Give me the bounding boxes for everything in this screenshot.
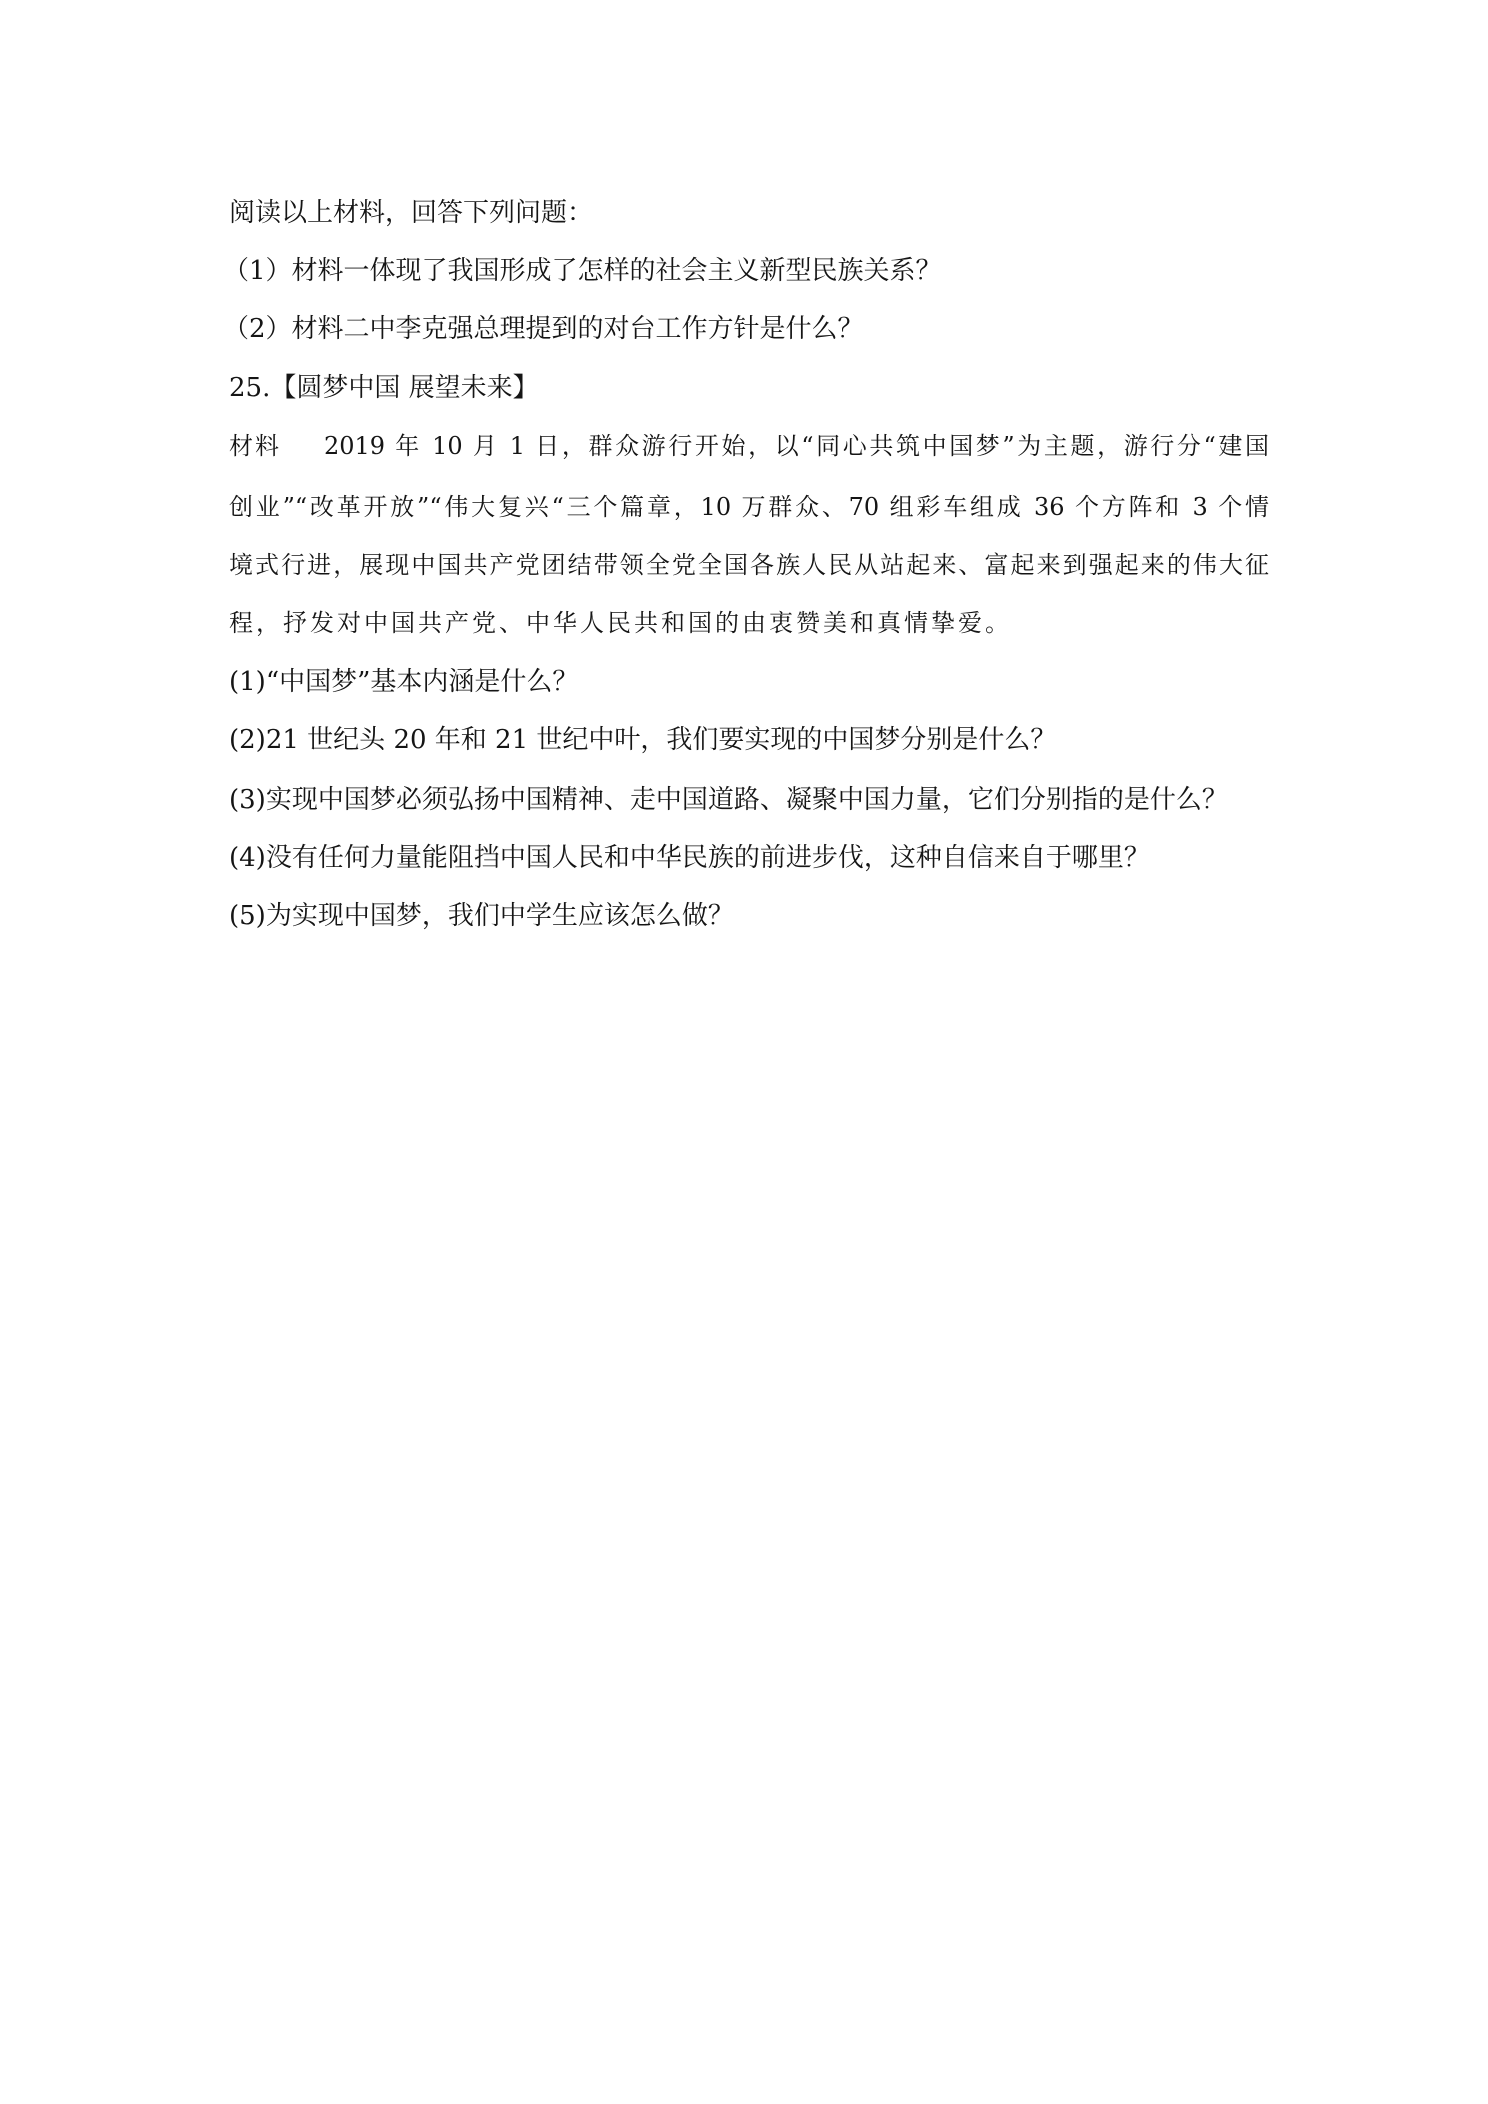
material-line-4: [229, 605, 1269, 641]
material-text-1: 2019 年 10 月 1 日，群众游行开始，以“同心共筑中国梦”为主题，游行分“建国: [324, 432, 1269, 460]
question-25-5: (5)为实现中国梦，我们中学生应该怎么做？: [229, 901, 734, 931]
material-text-3: 境式行进，展现中国共产党团结带领全党全国各族人民从站起来、富起来到强起来的伟大征: [229, 551, 1269, 579]
question-25-2: (2)21 世纪头 20 年和 21 世纪中叶，我们要实现的中国梦分别是什么？: [229, 725, 1057, 755]
question-24-1: （1）材料一体现了我国形成了怎样的社会主义新型民族关系？: [223, 256, 942, 286]
reading-instruction: 阅读以上材料，回答下列问题：: [229, 198, 594, 228]
material-label: 材料: [229, 432, 281, 460]
question-25-3: (3)实现中国梦必须弘扬中国精神、走中国道路、凝聚中国力量，它们分别指的是什么？: [229, 785, 1228, 815]
material-text-2: 创业”“改革开放”“伟大复兴“三个篇章，10 万群众、70 组彩车组成 36 个方阵和 3 个情: [229, 493, 1269, 521]
question-24-2: （2）材料二中李克强总理提到的对台工作方针是什么？: [223, 314, 864, 344]
question-25-4: (4)没有任何力量能阻挡中国人民和中华民族的前进步伐，这种自信来自于哪里？: [229, 843, 1150, 873]
material-line-2: [229, 489, 1269, 525]
material-line-1: [229, 428, 1269, 464]
material-line-3: [229, 547, 1269, 583]
material-text-4: 程，抒发对中国共产党、中华人民共和国的由衷赞美和真情挚爱。: [229, 609, 1012, 637]
question-25-title: 25.【圆梦中国 展望未来】: [229, 373, 539, 403]
question-25-1: (1)“中国梦”基本内涵是什么？: [229, 667, 579, 697]
